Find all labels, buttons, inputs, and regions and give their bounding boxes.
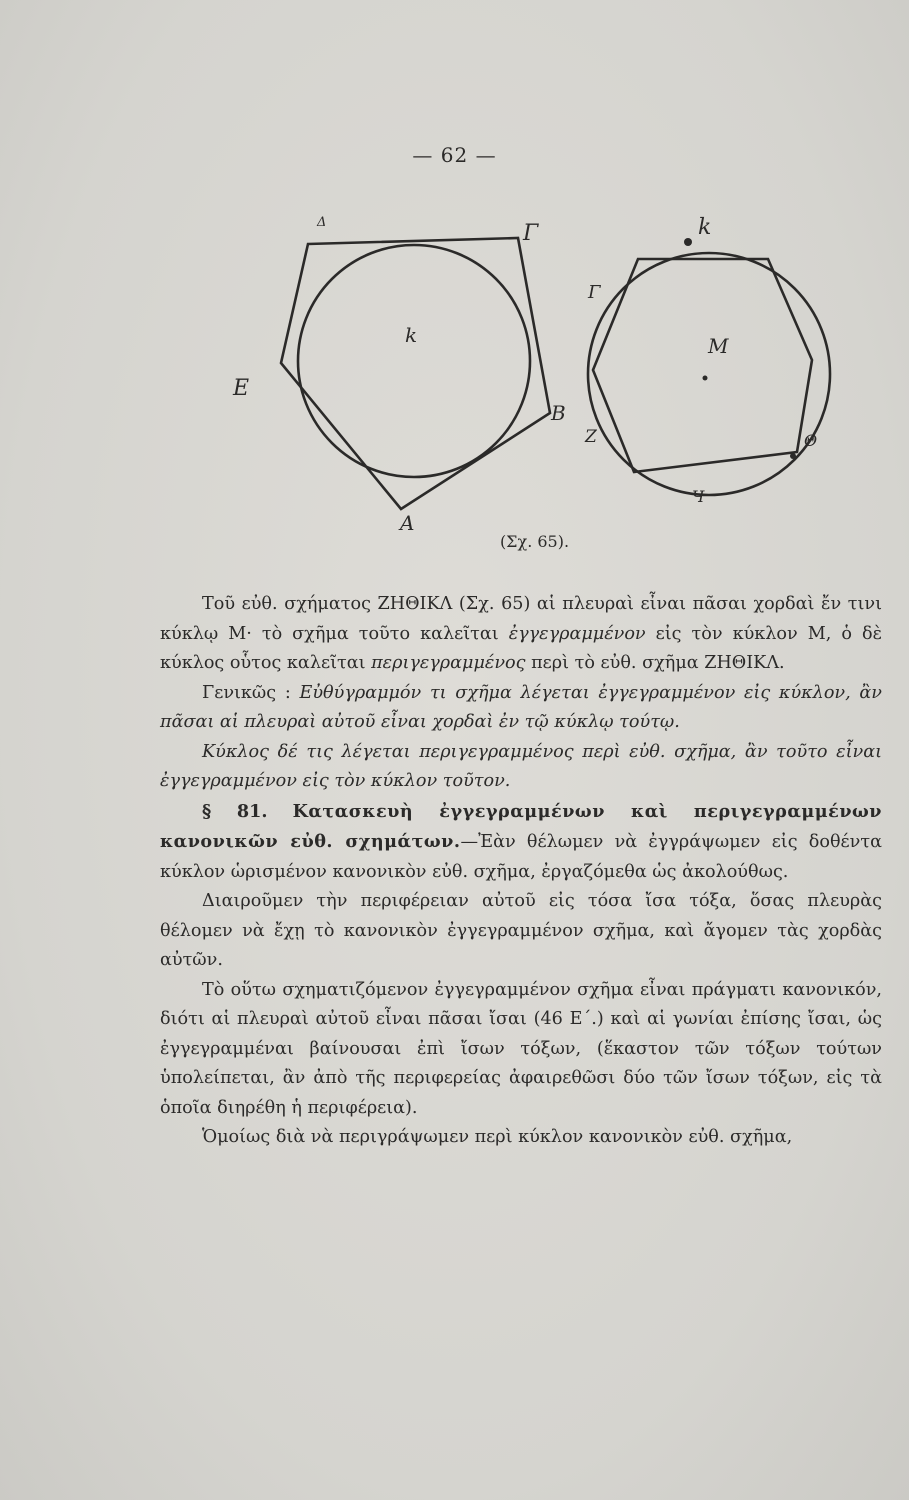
- label-left-right: B: [551, 401, 566, 425]
- paragraph-circumscribed-definition: Κύκλος δέ τις λέγεται περιγεγραμμένος περὶ εὐθ. σχῆμα, ἂν τοῦτο εἶναι ἐγγεγραμμένον εἰς τὸν κύκλον τοῦτον.: [160, 741, 882, 791]
- section-heading: Κατασκευὴ ἐγγεγραμμένων καὶ περιγεγραμμένων κανονικῶν εὐθ. σχημάτων.: [160, 800, 883, 852]
- p1-text-b: εἰς τὸν κύκλον Μ, ὁ δὲ κύκλος οὗτος καλεῖται: [160, 623, 883, 673]
- body-text: [160, 590, 882, 1153]
- paragraph-definition-inscribed: [160, 590, 882, 679]
- left-figure: [281, 238, 550, 509]
- paragraph-divide: Διαιροῦμεν τὴν περιφέρειαν αὐτοῦ εἰς τόσα ἴσα τόξα, ὅσας πλευρὰς θέλομεν νὰ ἔχῃ τὸ κανονικὸν ἐγγεγραμμένον σχῆμα, καὶ ἄγομεν τὰς χορδὰς αὐτῶν.: [160, 891, 882, 970]
- point-theta: [790, 453, 796, 459]
- p1-text: Τοῦ εὐθ. σχήματος ΖΗΘΙΚΛ (Σχ. 65) αἱ πλευραὶ εἶναι πᾶσαι χορδαὶ ἔν τινι κύκλῳ Μ· τὸ σχῆμα τοῦτο καλεῖται: [160, 594, 882, 644]
- left-circle: [298, 245, 530, 477]
- geometry-figure: [200, 200, 860, 560]
- inscribed-hexagon: [593, 259, 812, 472]
- label-right-center: M: [708, 334, 729, 358]
- label-right-top: k: [698, 215, 712, 240]
- label-left-bottom: A: [400, 511, 415, 535]
- circumscribed-pentagon: [281, 238, 550, 509]
- paragraph-similarly: Ὁμοίως διὰ νὰ περιγράψωμεν περὶ κύκλον κανονικὸν εὐθ. σχῆμα,: [202, 1127, 793, 1147]
- section-number: § 81.: [202, 800, 268, 822]
- paragraph-general: [160, 679, 882, 738]
- p1-text-c: περὶ τὸ εὐθ. σχῆμα ΖΗΘΙΚΛ.: [531, 653, 785, 673]
- label-right-upper-left: Γ: [588, 282, 601, 303]
- page-number: — 62 —: [412, 143, 497, 167]
- figure-65: [200, 200, 860, 560]
- label-left-center: k: [405, 323, 418, 347]
- point-center-m: [703, 376, 708, 381]
- p1-italic-inscribed: ἐγγεγραμμένον: [508, 623, 646, 644]
- label-right-lower-right: Θ: [804, 431, 818, 450]
- point-k: [684, 238, 692, 246]
- label-left-top-left: Δ: [317, 215, 327, 230]
- label-right-lower-left: Z: [585, 427, 597, 447]
- p1-italic-circumscribed: περιγεγραμμένος: [371, 653, 526, 673]
- label-left-top-right: Γ: [523, 221, 539, 246]
- figure-caption: (Σχ. 65).: [499, 532, 570, 551]
- p2-lead: Γενικῶς :: [202, 682, 291, 703]
- p2-italic-definition: Εὐθύγραμμόν τι σχῆμα λέγεται ἐγγεγραμμένον εἰς κύκλον, ἂν πᾶσαι αἱ πλευραὶ αὐτοῦ εἶναι χορδαὶ ἐν τῷ κύκλῳ τούτῳ.: [160, 682, 883, 732]
- label-left-left: E: [233, 376, 250, 401]
- paragraph-regular-proof: Τὸ οὕτω σχηματιζόμενον ἐγγεγραμμένον σχῆμα εἶναι πράγματι κανονικόν, διότι αἱ πλευραὶ αὐτοῦ εἶναι πᾶσαι ἴσαι (46 Ε΄.) καὶ αἱ γωνίαι ἐπίσης ἴσαι, ὡς ἐγγεγραμμέναι βαίνουσαι ἐπὶ ἴσων τόξων, (ἕκαστον τῶν τόξων τούτων ὑπολείπεται, ἂν ἀπὸ τῆς περιφερείας ἀφαιρεθῶσι δύο τῶν ἴσων τόξων, εἰς τὰ ὁποῖα διηρέθη ἡ περιφέρεια).: [160, 979, 882, 1118]
- label-right-bottom: Ч: [692, 487, 705, 506]
- section-body: —Ἐὰν θέλωμεν νὰ ἐγγράψωμεν εἰς δοθέντα κύκλον ὡρισμένον κανονικὸν εὐθ. σχῆμα, ἐργαζόμεθα ὡς ἀκολούθως.: [160, 832, 882, 882]
- section-81: [160, 797, 882, 888]
